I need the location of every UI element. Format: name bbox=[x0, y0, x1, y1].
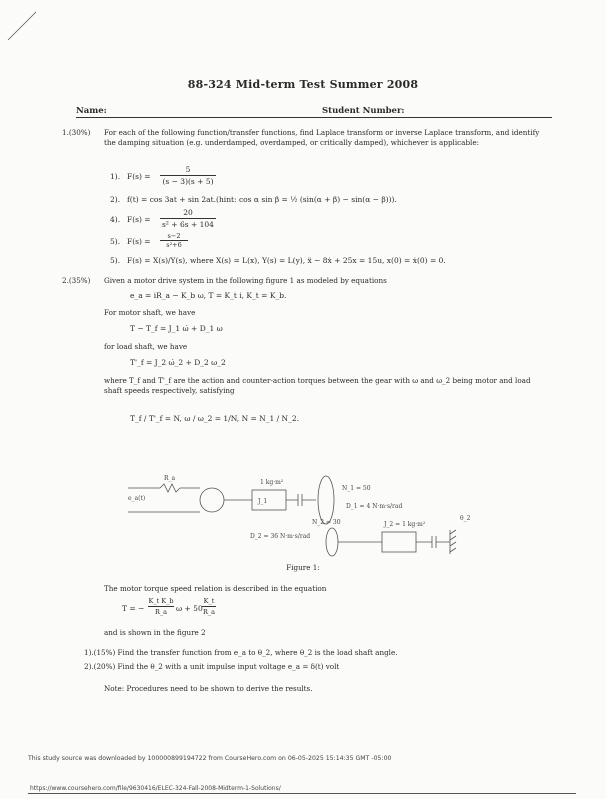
fig-label-n1: N_1 = 50 bbox=[342, 485, 371, 492]
q1-item-2-expr: f(t) = cos 3at + sin 2at.(hint: cos α sin β = ½ (sin(α + β) − sin(α − β))). bbox=[127, 195, 397, 204]
fig-label-ea: e_a(t) bbox=[128, 495, 146, 502]
fig-label-kgm2: J_2 = 1 kg·m² bbox=[384, 521, 426, 528]
q1-item-4-den: s²+6 bbox=[166, 241, 182, 249]
fig-label-j1: J_1 bbox=[258, 498, 268, 505]
figure-caption: Figure 1: bbox=[286, 563, 320, 572]
fraction-bar bbox=[202, 606, 216, 607]
q2-sub2: 2).(20%) Find the θ_2 with a unit impulse input voltage e_a = δ(t) volt bbox=[84, 662, 340, 671]
q2-for-motor: For motor shaft, we have bbox=[104, 308, 196, 317]
q1-item-1-den: (s − 3)(s + 5) bbox=[162, 177, 214, 186]
q1-item-4-label: 5). bbox=[110, 237, 121, 246]
q2-torque-frac2-den: R_a bbox=[202, 608, 216, 616]
fig-label-theta: θ_2 bbox=[460, 515, 471, 522]
q1-marker: 1.(30%) bbox=[62, 128, 91, 137]
fraction-bar bbox=[160, 175, 216, 176]
q1-item-3-den: s² + 6s + 104 bbox=[162, 220, 214, 229]
q1-item-1-expr: F(s) = bbox=[127, 172, 151, 181]
q1-text: For each of the following function/transfer functions, find Laplace transform or inverse Laplace transform, and identify the damping situation (e.g. underdamped, overdamped, or critically damped), whichever is applicable: bbox=[104, 128, 540, 147]
q2-torque-frac-num: K_t K_b bbox=[148, 597, 174, 605]
q2-sub1: 1).(15%) Find the transfer function from e_a to θ_2, where θ_2 is the load shaft angle. bbox=[84, 648, 398, 657]
q2-torque-text: The motor torque speed relation is described in the equation bbox=[104, 584, 327, 593]
q2-marker: 2.(35%) bbox=[62, 276, 91, 285]
fraction-bar bbox=[148, 606, 174, 607]
q2-torque-frac2-num: K_t bbox=[203, 597, 215, 605]
q1-item-3-label: 4). bbox=[110, 215, 121, 224]
pen-mark-decoration bbox=[0, 0, 50, 50]
q2-intro: Given a motor drive system in the following figure 1 as modeled by equations bbox=[104, 276, 387, 285]
q2-eq3: T'_f = J_2 ω̇_2 + D_2 ω_2 bbox=[130, 358, 226, 367]
q1-item-1-label: 1). bbox=[110, 172, 121, 181]
q1-item-2-label: 2). bbox=[110, 195, 121, 204]
q2-torque-lhs: T = − bbox=[122, 604, 145, 613]
q1-item-5-expr: F(s) = X(s)/Y(s), where X(s) = L(x), Y(s) = L(y), ẍ − 8ẋ + 25x = 15u, x(0) = ẋ(0) = 0. bbox=[127, 256, 446, 265]
q1-item-3-expr: F(s) = bbox=[127, 215, 151, 224]
q1-item-5-label: 5). bbox=[110, 256, 121, 265]
q2-eq4: T_f / T'_f = N, ω / ω_2 = 1/N, N = N_1 / N_2. bbox=[130, 414, 300, 423]
fig-label-n2: N_2 = 30 bbox=[312, 519, 341, 526]
q2-where: where T_f and T'_f are the action and counter-action torques between the gear with ω and ω_2 being motor and load shaft speeds respectively, satisfying bbox=[104, 376, 531, 395]
q1-item-3-num: 20 bbox=[183, 208, 193, 217]
q2-shown: and is shown in the figure 2 bbox=[104, 628, 206, 637]
fraction-bar bbox=[160, 218, 216, 219]
name-label: Name: bbox=[76, 106, 107, 116]
q1-item-1-num: 5 bbox=[185, 165, 191, 174]
q2-note: Note: Procedures need to be shown to derive the results. bbox=[104, 684, 313, 693]
motor-gear-diagram bbox=[120, 450, 500, 560]
q2-eq2: T − T_f = J_1 ω̇ + D_1 ω bbox=[130, 324, 223, 333]
q2-eq1: e_a = iR_a − K_b ω, T = K_t i, K_t = K_b. bbox=[130, 291, 287, 300]
page-title: 88-324 Mid-term Test Summer 2008 bbox=[187, 78, 419, 91]
student-number-label: Student Number: bbox=[322, 106, 405, 116]
download-notice: This study source was downloaded by 100000899194722 from CourseHero.com on 06-05-2025 15:14:35 GMT -05:00 bbox=[28, 755, 392, 762]
source-url[interactable]: https://www.coursehero.com/file/9630416/ELEC-324-Fall-2008-Midterm-1-Solutions/ bbox=[30, 785, 281, 792]
header-rule bbox=[76, 117, 552, 118]
fig-label-ra: R_a bbox=[164, 475, 176, 482]
q2-torque-frac-den: R_a bbox=[154, 608, 168, 616]
q2-torque-rhs: ω + 50 bbox=[176, 604, 203, 613]
fig-label-nm2: D_2 = 36 N·m·s/rad bbox=[250, 533, 311, 540]
fig-label-nm1: D_1 = 4 N·m·s/rad bbox=[346, 503, 403, 510]
q1-item-4-expr: F(s) = bbox=[127, 237, 151, 246]
fig-label-kgm: 1 kg·m² bbox=[260, 479, 284, 486]
q2-for-load: for load shaft, we have bbox=[104, 342, 188, 351]
footer-rule bbox=[28, 793, 576, 794]
q1-item-4-num: s−2 bbox=[167, 232, 181, 240]
